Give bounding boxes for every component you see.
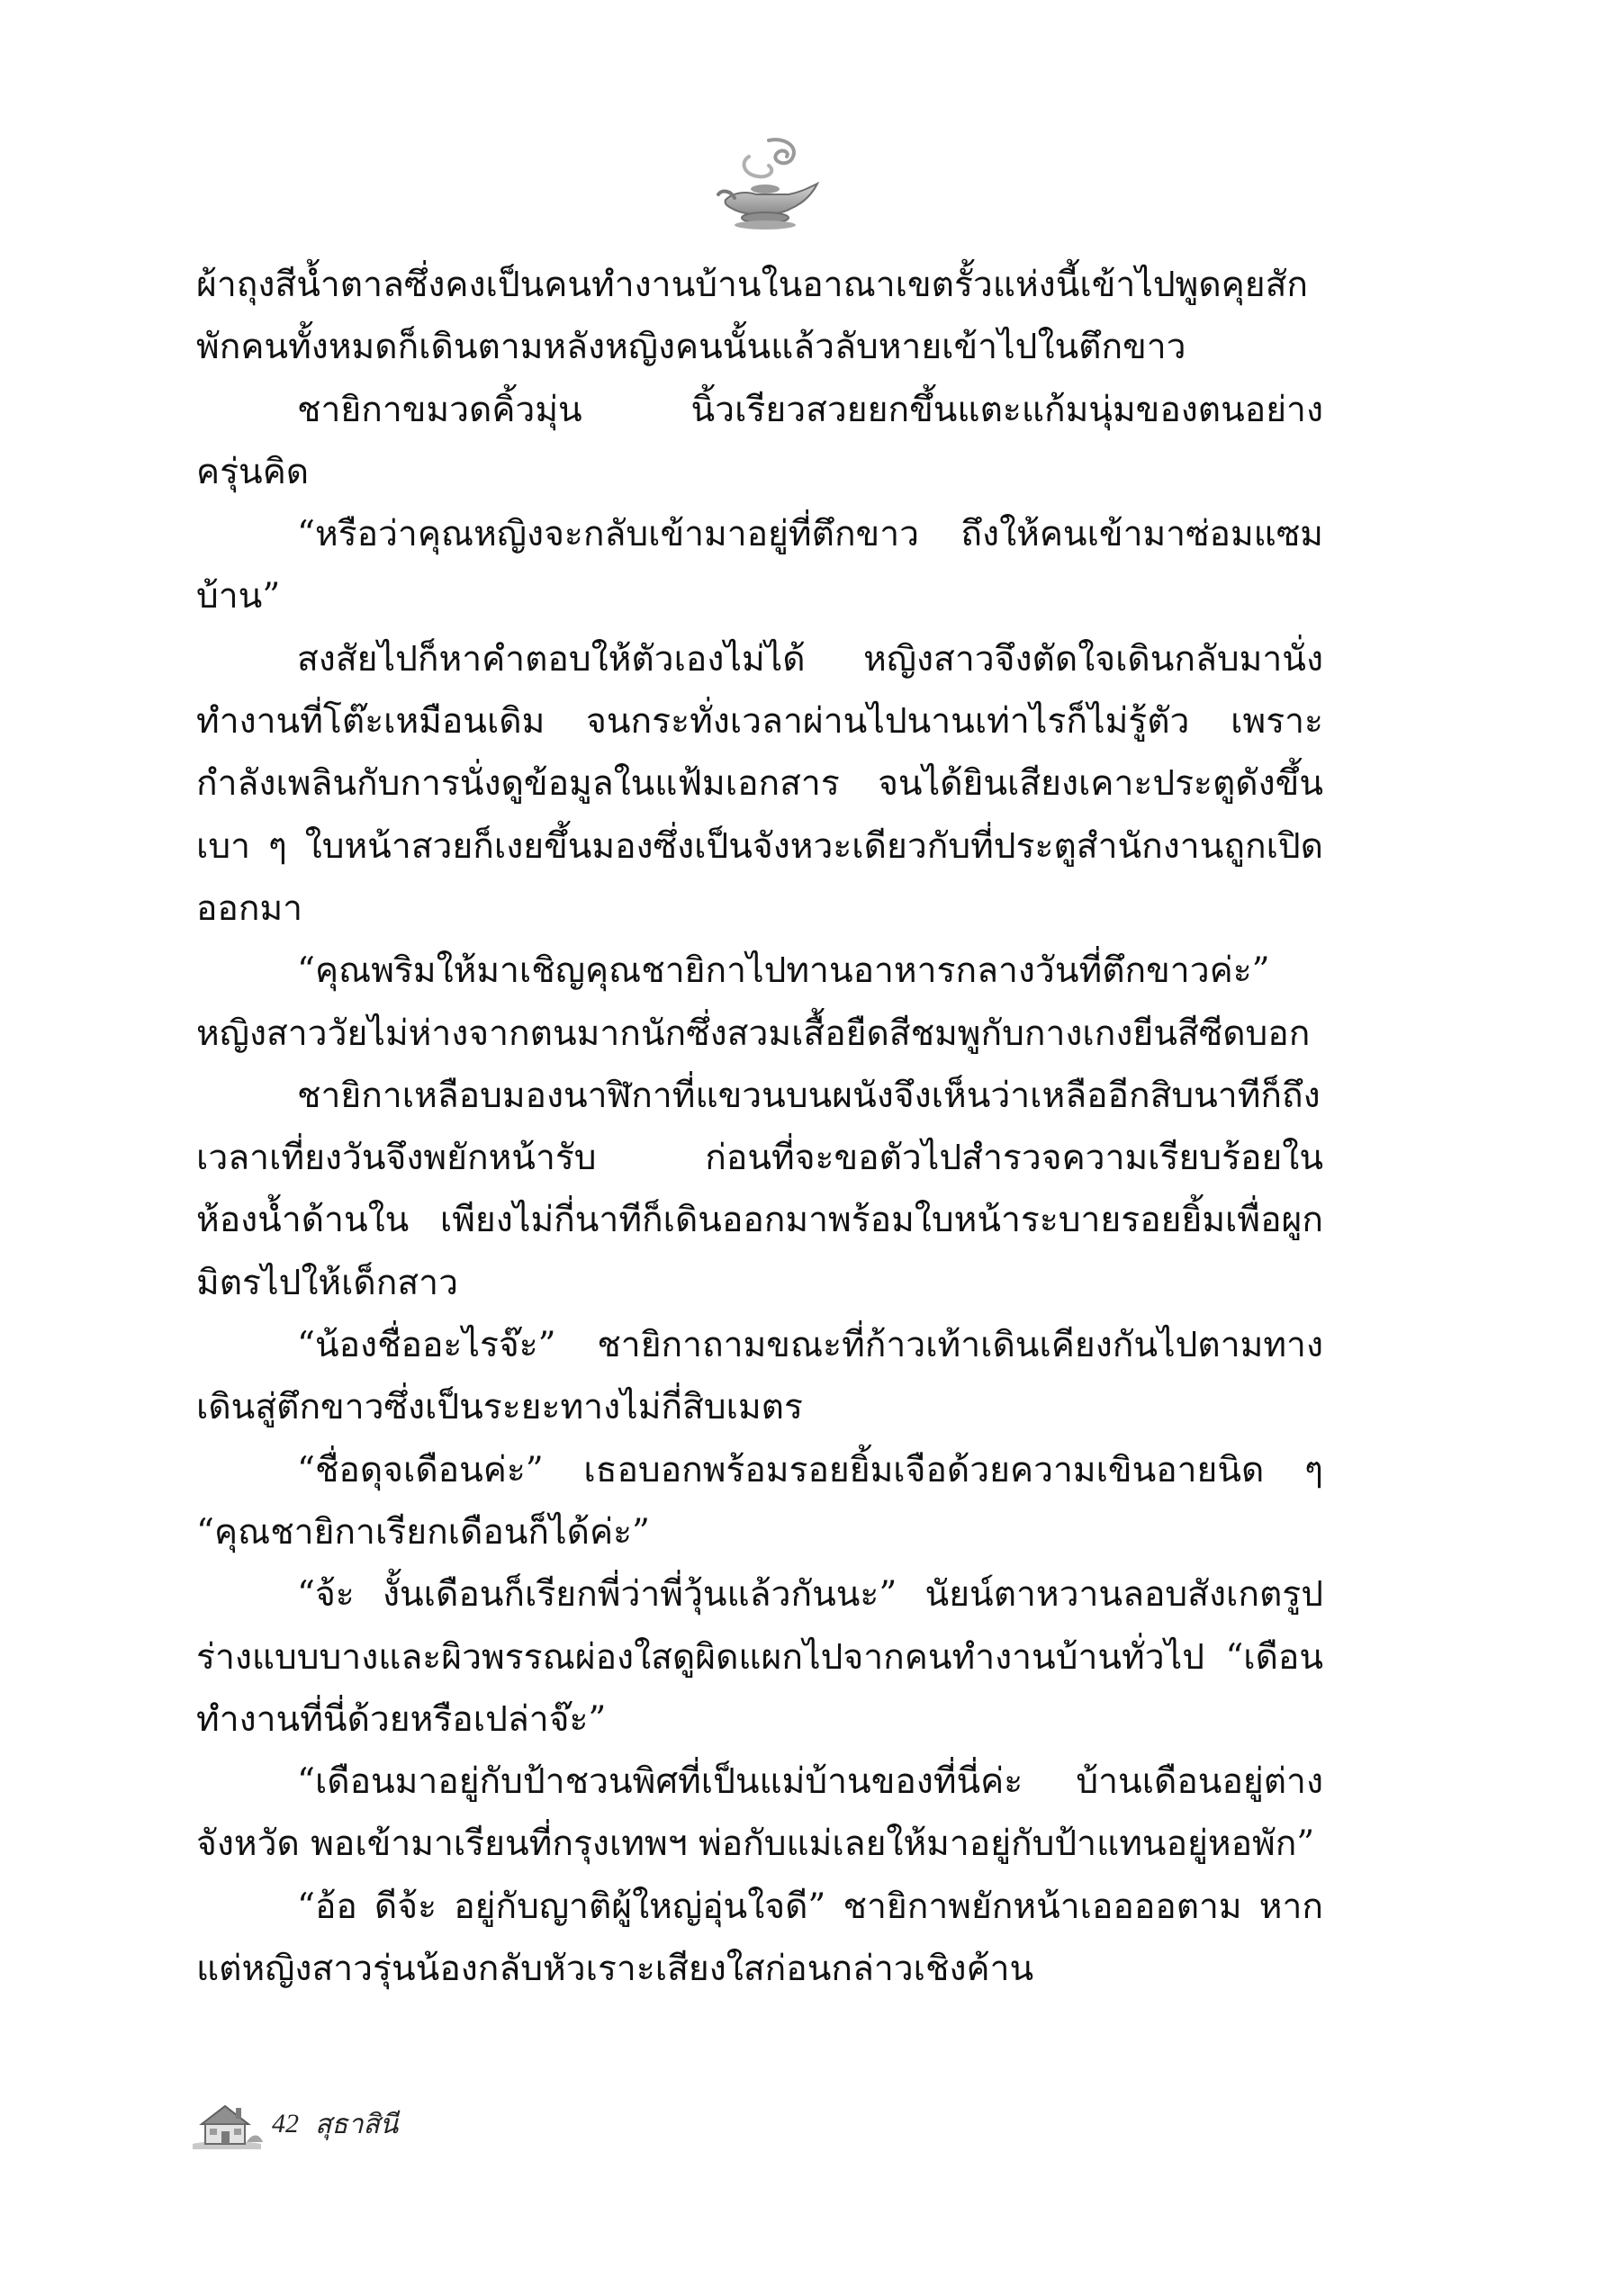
body-text [196,254,1323,2000]
paragraph: “น้องชื่ออะไรจ๊ะ” ชายิกาถามขณะที่ก้าวเท้าเดินเคียงกันไปตามทางเดินสู่ตึกขาวซึ่งเป็นระยะทางไม่กี่สิบเมตร [196,1325,1323,1428]
page-number: 42 [272,2109,299,2138]
paragraph: “จ้ะ งั้นเดือนก็เรียกพี่ว่าพี่วุ้นแล้วกันนะ” นัยน์ตาหวานลอบสังเกตรูปร่างแบบบางและผิวพรรณผ่องใสดูผิดแผกไปจากคนทำงานบ้านทั่วไป “เดือนทำงานที่นี่ด้วยหรือเปล่าจ๊ะ” [196,1574,1323,1740]
paragraph: “อ้อ ดีจ้ะ อยู่กับญาติผู้ใหญ่อุ่นใจดี” ชายิกาพยักหน้าเออออตาม หากแต่หญิงสาวรุ่นน้องกลับหัวเราะเสียงใสก่อนกล่าวเชิงค้าน [196,1886,1323,1990]
genie-lamp-icon [713,135,821,234]
house-icon [189,2097,265,2151]
author-name: สุธาสินี [315,2108,399,2140]
paragraph: ชายิกาเหลือบมองนาฬิกาที่แขวนบนผนังจึงเห็นว่าเหลืออีกสิบนาทีก็ถึงเวลาเที่ยงวันจึงพยักหน้ารับ ก่อนที่จะขอตัวไปสำรวจความเรียบร้อยในห้องน้ำด้านใน เพียงไม่กี่นาทีก็เดินออกมาพร้อมใบหน้าระบายรอยยิ้มเพื่อผูกมิตรไปให้เด็กสาว [196,1075,1323,1303]
paragraph: “หรือว่าคุณหญิงจะกลับเข้ามาอยู่ที่ตึกขาว ถึงให้คนเข้ามาซ่อมแซมบ้าน” [196,514,1323,617]
paragraph: ชายิกาขมวดคิ้วมุ่น นิ้วเรียวสวยยกขึ้นแตะแก้มนุ่มของตนอย่างครุ่นคิด [196,389,1323,492]
paragraph: สงสัยไปก็หาคำตอบให้ตัวเองไม่ได้ หญิงสาวจึงตัดใจเดินกลับมานั่งทำงานที่โต๊ะเหมือนเดิม จนกระทั่งเวลาผ่านไปนานเท่าไรก็ไม่รู้ตัว เพราะกำลังเพลินกับการนั่งดูข้อมูลในแฟ้มเอกสาร จนได้ยินเสียงเคาะประตูดังขึ้นเบา ๆ ใบหน้าสวยก็เงยขึ้นมองซึ่งเป็นจังหวะเดียวกับที่ประตูสำนักงานถูกเปิดออกมา [196,638,1323,929]
paragraph: “เดือนมาอยู่กับป้าชวนพิศที่เป็นแม่บ้านของที่นี่ค่ะ บ้านเดือนอยู่ต่างจังหวัด พอเข้ามาเรียนที่กรุงเทพฯ พ่อกับแม่เลยให้มาอยู่กับป้าแทนอยู่หอพัก” [196,1761,1323,1865]
paragraph: “ชื่อดุจเดือนค่ะ” เธอบอกพร้อมรอยยิ้มเจือด้วยความเขินอายนิด ๆ “คุณชายิกาเรียกเดือนก็ได้ค่ะ” [196,1449,1323,1553]
paragraph: ผ้าถุงสีน้ำตาลซึ่งคงเป็นคนทำงานบ้านในอาณาเขตรั้วแห่งนี้เข้าไปพูดคุยสักพักคนทั้งหมดก็เดินตามหลังหญิงคนนั้นแล้วลับหายเข้าไปในตึกขาว [196,265,1309,368]
paragraph: “คุณพริมให้มาเชิญคุณชายิกาไปทานอาหารกลางวันที่ตึกขาวค่ะ” หญิงสาววัยไม่ห่างจากตนมากนักซึ่งสวมเสื้อยืดสีชมพูกับกางเกงยีนสีซีดบอก [196,950,1311,1054]
page-footer [189,2093,398,2156]
